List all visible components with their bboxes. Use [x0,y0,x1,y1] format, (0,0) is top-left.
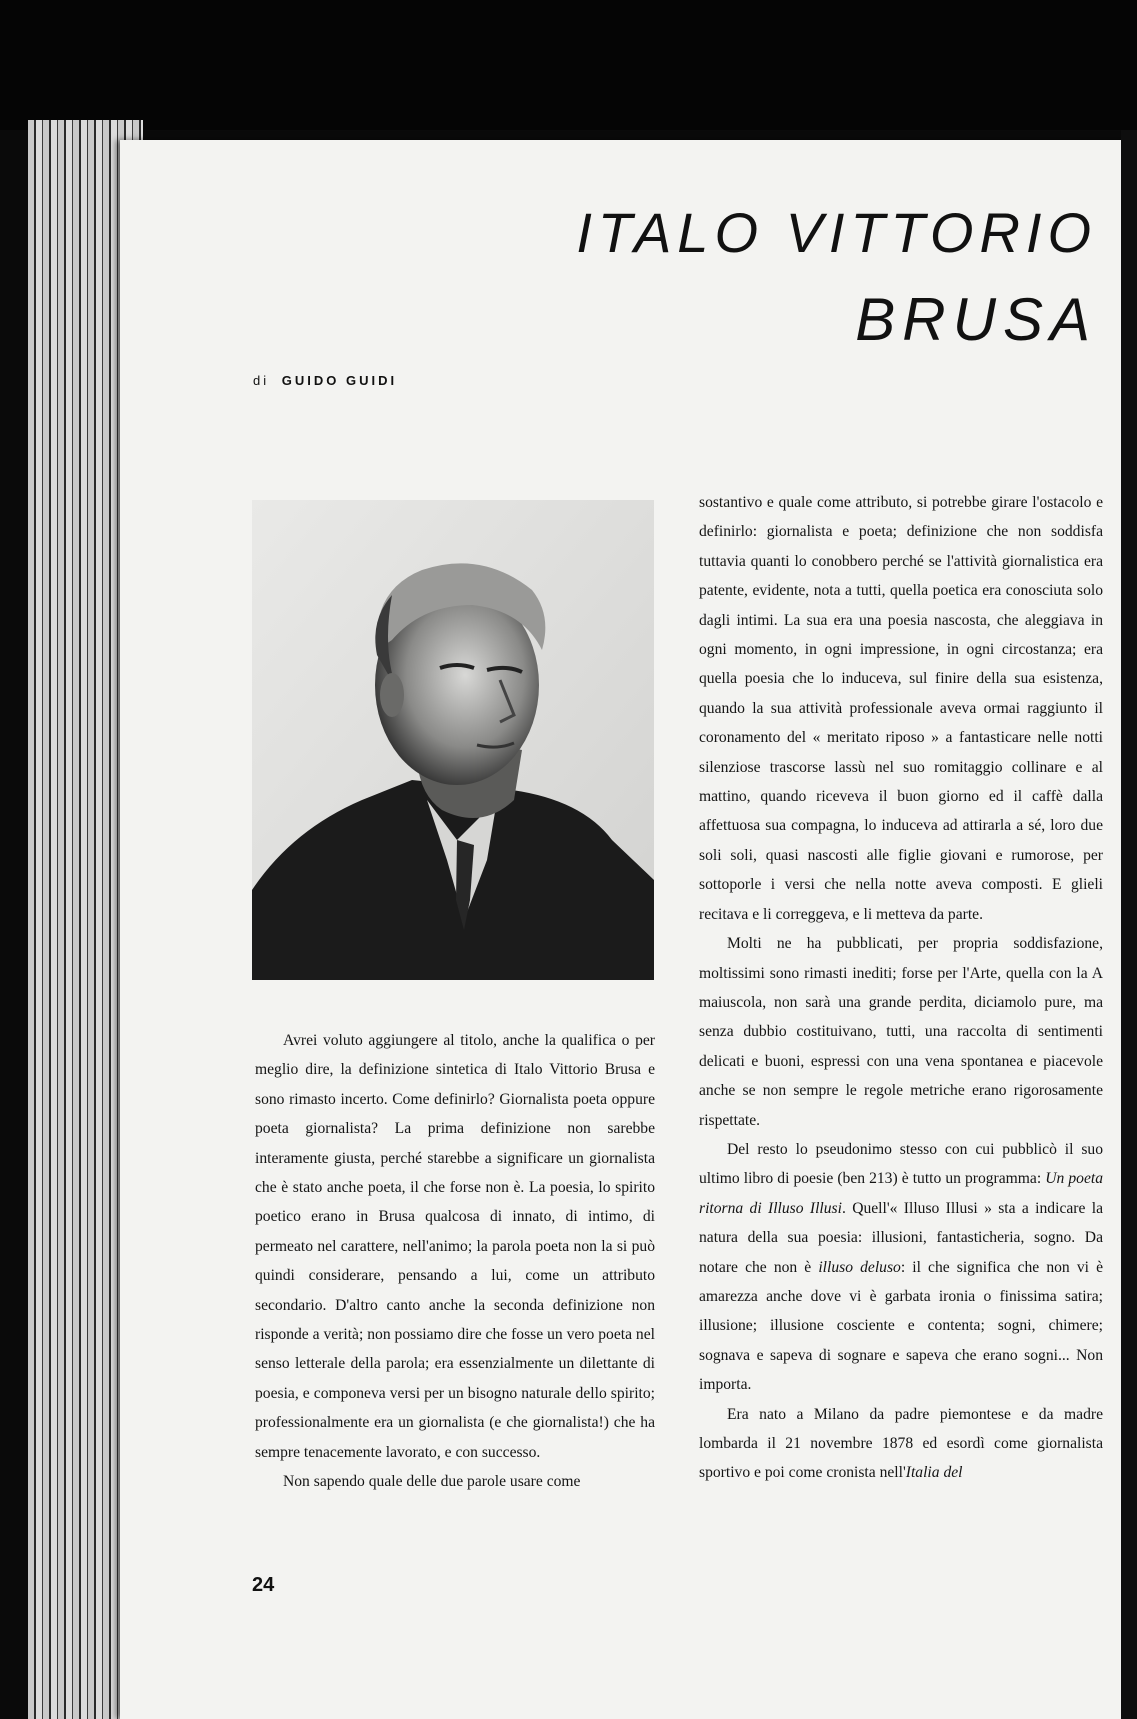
byline [253,373,397,388]
newspaper-title: Italia del [905,1464,963,1482]
right-paragraph-1: sostantivo e quale come attributo, si potrebbe girare l'ostacolo e definirlo: giornalista e poeta; definizione che non soddisfa tuttavia quanti lo conobbero perché se l'attività giornalistica era patente, evidente, nota a tutti, quella poetica era conosciuta solo dagli intimi. La sua era una poesia nascosta, che aleggiava in ogni momento, in ogni impressione, in ogni circostanza; era quella poesia che lo induceva, sul finire della sua esistenza, quando la sua attività professionale aveva ormai raggiunto il coronamento del « meritato riposo » a fantasticare nelle notti silenziose trascorse lassù nel suo romitaggio collinare e al mattino, quando riceveva il buon giorno ed il caffè dalla affettuosa sua compagna, lo induceva ad attirarla a sé, loro due soli soli, quasi nascosti alle figlie giovani e rumorose, per sottoporle i versi che nella notte aveva composti. E glieli recitava e li correggeva, e li metteva da parte. [699,494,1103,923]
article-title-line2: BRUSA [855,286,1097,353]
left-paragraph-2: Non sapendo quale delle due parole usare come [283,1473,581,1491]
right-paragraph-3 [699,1135,1103,1400]
text-span: Del resto lo pseudonimo stesso con cui pubblicò il suo ultimo libro di poesie (ben 213) è tutto un programma: [699,1140,1103,1188]
byline-prefix: di [253,373,270,388]
article-title-line1: ITALO VITTORIO [576,201,1097,264]
author-name: GUIDO GUIDI [281,373,398,388]
text-span: Era nato a Milano da padre piemontese e da madre lombarda il 21 novembre 1878 ed esordì come giornalista sportivo e poi come cronista nell' [699,1405,1103,1482]
page-number: 24 [252,1574,275,1596]
left-column [255,1026,655,1497]
scan-top-border [0,0,1137,130]
right-paragraph-4 [699,1400,1103,1488]
emphasis-text: illuso deluso [818,1258,901,1276]
text-span: . Quell'« Illuso Illusi » sta a indicare la natura della sua poesia: illusioni, fantasticheria, sogno. Da notare che non è [699,1199,1103,1276]
text-span: : il che significa che non vi è amarezza anche dove vi è garbata ironia o finissima satira; illusione; illusione cosciente e contenta; sogni, chimere; sognava e sapeva di sognare e sapeva che erano sogni... Non importa. [699,1258,1103,1394]
portrait-photo [252,500,654,980]
right-column [699,488,1103,1488]
right-paragraph-2: Molti ne ha pubblicati, per propria soddisfazione, moltissimi sono rimasti inediti; forse per l'Arte, quella con la A maiuscola, non sarà una grande perdita, diciamolo pure, ma senza dubbio costituivano, tutti, una raccolta di sentimenti delicati e buoni, espressi con una vena spontanea e piacevole anche se non sempre le regole metriche erano rigorosamente rispettate. [699,935,1103,1129]
scan-right-border [1121,130,1137,1719]
left-paragraph-1: Avrei voluto aggiungere al titolo, anche la qualifica o per meglio dire, la definizione sintetica di Italo Vittorio Brusa e sono rimasto incerto. Come definirlo? Giornalista poeta oppure poeta giornalista? La prima definizione non sarebbe interamente giusta, perché starebbe a significare un giornalista che è stato anche poeta, il che forse non è. La poesia, lo spirito poetico erano in Brusa qualcosa di innato, di intimo, di permeato nel carattere, nell'animo; la parola poeta non la si può quindi considerare, pensando a lui, come un attributo secondario. D'altro canto anche la seconda definizione non risponde a verità; non possiamo dire che fosse un vero poeta nel senso letterale della parola; era essenzialmente un dilettante di poesia, e componeva versi per un bisogno naturale dello spirito; professionalmente era un giornalista (e che giornalista!) che ha sempre tenacemente lavorato, e con successo. [255,1032,655,1461]
book-title: Un poeta ritorna di Illuso Illusi [699,1170,1104,1217]
